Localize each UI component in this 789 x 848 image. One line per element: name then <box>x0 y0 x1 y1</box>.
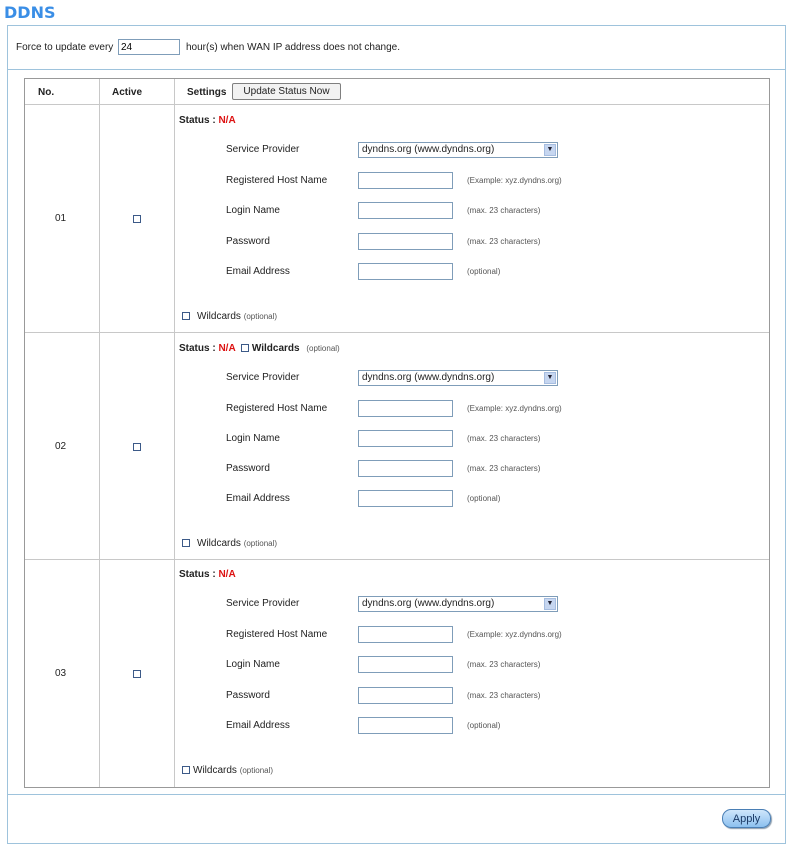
login-name-hint: (max. 23 characters) <box>467 434 541 443</box>
wildcards-line <box>197 311 277 322</box>
footer-divider <box>8 794 785 795</box>
chevron-down-icon[interactable]: ▼ <box>544 598 556 610</box>
force-update-suffix: hour(s) when WAN IP address does not change. <box>186 42 401 53</box>
password-input[interactable] <box>358 687 453 704</box>
service-provider-label: Service Provider <box>226 598 300 609</box>
service-provider-value: dyndns.org (www.dyndns.org) <box>362 372 495 383</box>
registered-host-name-label: Registered Host Name <box>226 629 328 640</box>
service-provider-value: dyndns.org (www.dyndns.org) <box>362 144 495 155</box>
entry-number: 02 <box>55 441 67 452</box>
login-name-label: Login Name <box>226 205 280 216</box>
service-provider-select[interactable] <box>358 596 558 612</box>
status-label: Status : <box>179 343 216 354</box>
column-header-no: No. <box>38 87 55 98</box>
column-header-settings: Settings <box>187 87 227 98</box>
status-value: N/A <box>218 343 236 354</box>
update-status-now-button[interactable]: Update Status Now <box>232 83 341 100</box>
wildcards-optional-note: (optional) <box>243 312 278 321</box>
wildcards-line <box>193 765 273 776</box>
service-provider-label: Service Provider <box>226 372 300 383</box>
email-address-input[interactable] <box>358 263 453 280</box>
status-wildcards-optional-note: (optional) <box>306 344 340 353</box>
email-address-label: Email Address <box>226 266 290 277</box>
registered-host-name-label: Registered Host Name <box>226 403 328 414</box>
status-line <box>179 569 236 580</box>
force-update-row <box>8 26 785 70</box>
login-name-input[interactable] <box>358 202 453 219</box>
registered-host-name-label: Registered Host Name <box>226 175 328 186</box>
host-name-hint: (Example: xyz.dyndns.org) <box>467 176 562 185</box>
email-address-input[interactable] <box>358 717 453 734</box>
wildcards-label: Wildcards <box>197 538 241 549</box>
service-provider-select[interactable] <box>358 370 558 386</box>
table-row-02 <box>25 333 769 559</box>
wildcards-label: Wildcards <box>193 765 237 776</box>
ddns-table <box>24 78 770 788</box>
password-label: Password <box>226 463 270 474</box>
password-hint: (max. 23 characters) <box>467 464 541 473</box>
page-title: DDNS <box>4 3 56 22</box>
status-line <box>179 343 340 354</box>
table-row-03 <box>25 560 769 788</box>
entry-number: 03 <box>55 668 67 679</box>
status-label: Status : <box>179 569 216 580</box>
status-value: N/A <box>218 115 236 126</box>
service-provider-select[interactable] <box>358 142 558 158</box>
registered-host-name-input[interactable] <box>358 172 453 189</box>
entry-number: 01 <box>55 213 67 224</box>
service-provider-label: Service Provider <box>226 144 300 155</box>
login-name-hint: (max. 23 characters) <box>467 660 541 669</box>
email-address-hint: (optional) <box>467 494 501 503</box>
wildcards-optional-note: (optional) <box>239 766 274 775</box>
password-input[interactable] <box>358 233 453 250</box>
ddns-panel <box>7 25 786 844</box>
password-hint: (max. 23 characters) <box>467 237 541 246</box>
wildcards-optional-note: (optional) <box>243 539 278 548</box>
email-address-hint: (optional) <box>467 267 501 276</box>
status-wildcards-checkbox[interactable] <box>241 344 249 352</box>
registered-host-name-input[interactable] <box>358 400 453 417</box>
login-name-label: Login Name <box>226 659 280 670</box>
email-address-label: Email Address <box>226 720 290 731</box>
force-update-hours-input[interactable] <box>118 39 180 55</box>
status-label: Status : <box>179 115 216 126</box>
table-row-01 <box>25 105 769 332</box>
password-input[interactable] <box>358 460 453 477</box>
login-name-label: Login Name <box>226 433 280 444</box>
email-address-label: Email Address <box>226 493 290 504</box>
host-name-hint: (Example: xyz.dyndns.org) <box>467 630 562 639</box>
wildcards-line <box>197 538 277 549</box>
active-checkbox[interactable] <box>133 215 141 223</box>
host-name-hint: (Example: xyz.dyndns.org) <box>467 404 562 413</box>
login-name-hint: (max. 23 characters) <box>467 206 541 215</box>
active-checkbox[interactable] <box>133 670 141 678</box>
email-address-input[interactable] <box>358 490 453 507</box>
password-hint: (max. 23 characters) <box>467 691 541 700</box>
email-address-hint: (optional) <box>467 721 501 730</box>
password-label: Password <box>226 236 270 247</box>
active-checkbox[interactable] <box>133 443 141 451</box>
wildcards-label: Wildcards <box>197 311 241 322</box>
password-label: Password <box>226 690 270 701</box>
status-wildcards-label: Wildcards <box>251 343 300 354</box>
force-update-label: Force to update every <box>16 42 114 53</box>
chevron-down-icon[interactable]: ▼ <box>544 372 556 384</box>
apply-button[interactable]: Apply <box>722 809 771 828</box>
wildcards-checkbox[interactable] <box>182 539 190 547</box>
registered-host-name-input[interactable] <box>358 626 453 643</box>
column-header-active: Active <box>112 87 143 98</box>
status-line <box>179 115 236 126</box>
status-value: N/A <box>218 569 236 580</box>
wildcards-checkbox[interactable] <box>182 766 190 774</box>
login-name-input[interactable] <box>358 656 453 673</box>
chevron-down-icon[interactable]: ▼ <box>544 144 556 156</box>
login-name-input[interactable] <box>358 430 453 447</box>
service-provider-value: dyndns.org (www.dyndns.org) <box>362 598 495 609</box>
wildcards-checkbox[interactable] <box>182 312 190 320</box>
